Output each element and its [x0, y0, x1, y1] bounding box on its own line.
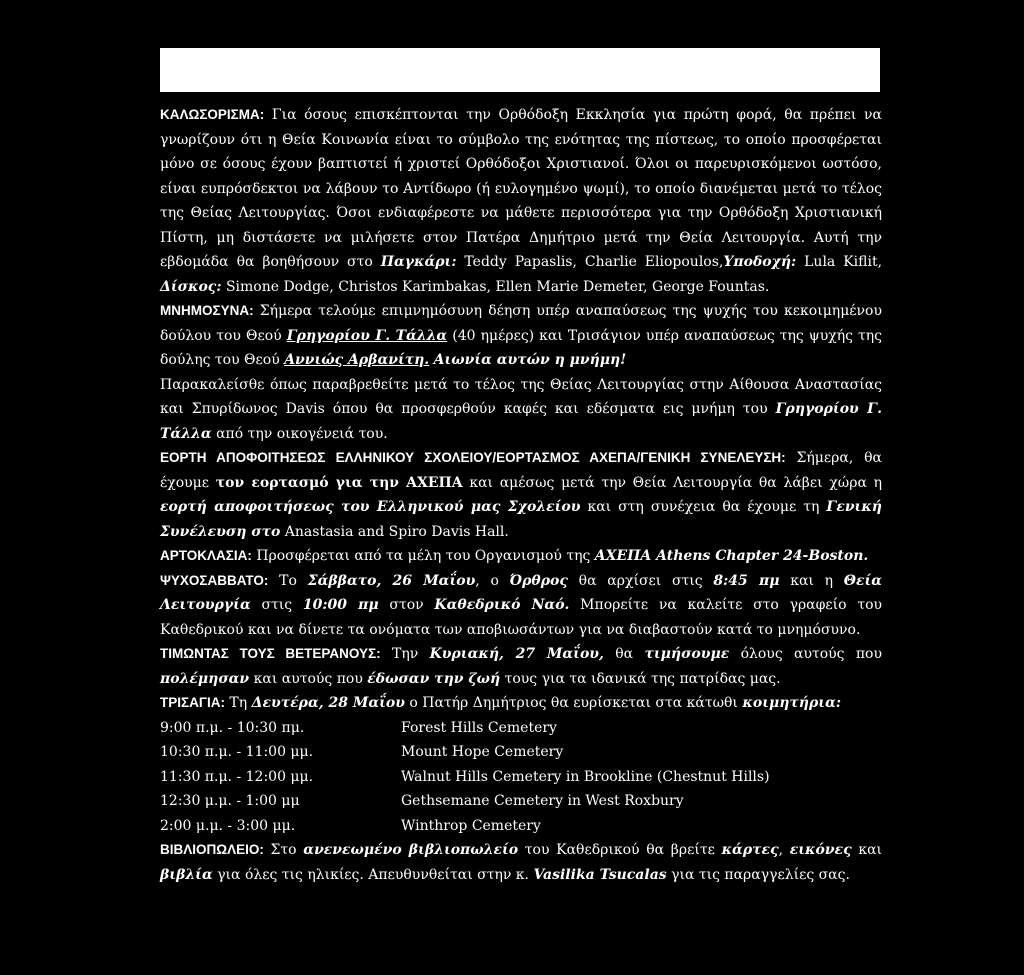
psychosavvato-b1: Σάββατο, 26 Μαΐου	[307, 572, 476, 589]
bookstore-b2: κάρτες	[721, 842, 779, 858]
psychosavvato-b3: 8:45 πμ	[713, 572, 780, 589]
memorial-name-1: Γρηγορίου Γ. Τάλλα	[286, 327, 448, 344]
graduation-text-3: και στη συνέχεια θα έχουμε τη	[587, 499, 820, 515]
bookstore-heading: ΒΙΒΛΙΟΠΩΛΕΙΟ:	[160, 842, 264, 857]
veterans-b4: έδωσαν την ζωή	[367, 670, 501, 687]
psychosavvato-b2: Όρθρος	[509, 572, 568, 589]
graduation-bold-2: εορτή αποφοιτήσεως του Ελληνικού μας Σχολείου	[160, 499, 581, 515]
graduation-text-1: Σήμερα, θα έχουμε	[160, 450, 882, 491]
trisagia-t2: ο Πατήρ Δημήτριος θα ευρίσκεται στα κάτωθι	[409, 695, 738, 711]
trisagia-t1: Τη	[229, 695, 248, 711]
schedule-time: 12:30 μ.μ. - 1:00 μμ	[160, 793, 300, 809]
psychosavvato-t7: Μπορείτε να καλείτε στο γραφείο του Καθεδρικού και να δίνετε τα ονόματα των αποβιωσάντων για να διαβαστούν κατά το μνημόσυνο.	[160, 597, 883, 638]
psychosavvato-t1: Το	[279, 572, 297, 589]
welcome-text: Για όσους επισκέπτονται την Ορθόδοξη Εκκλησία για πρώτη φορά, θα πρέπει να γνωρίζουν ότι η Θεία Κοινωνία είναι το σύμβολο της ενότητας της πίστεως, το οποίο προσφέρεται μόνο σε όσους έχουν βαπτιστεί ή χριστεί Ορθόδοξοι Χριστιανοί. Όλοι οι παρευρισκόμενοι ωστόσο, είναι ευπρόσδεκτοι να λάβουν το Αντίδωρο (ή ευλογημένο ψωμί), το οποίο διανέμεται μετά το τέλος της Θείας Λειτουργίας. Όσοι ενδιαφέρεστε να μάθετε περισσότερα για την Ορθόδοξη Χριστιανική Πίστη, μη διστάσετε να μιλήσετε στον Πατέρα Δημήτριο μετά την Θεία Λειτουργία. Αυτή την εβδομάδα θα βοηθήσουν στο	[160, 107, 882, 270]
veterans-t5: τους για τα ιδανικά της πατρίδας μας.	[504, 670, 781, 687]
bookstore-t2: του Καθεδρικού θα βρείτε	[524, 842, 715, 858]
psychosavvato-t4: και η	[790, 572, 834, 589]
schedule-place: Forest Hills Cemetery	[401, 719, 557, 736]
veterans-b1: Κυριακή, 27 Μαΐου,	[429, 646, 604, 662]
bulletin-content	[160, 103, 882, 887]
bookstore-b3: εικόνες	[789, 842, 852, 858]
bookstore-t3: ,	[778, 842, 784, 858]
header-bar	[160, 48, 880, 92]
psychosavvato-heading: ΨΥΧΟΣΑΒΒΑΤΟ:	[160, 572, 269, 588]
bookstore-b5: Vasilika Tsucalas	[533, 866, 667, 883]
schedule-row	[160, 789, 882, 814]
graduation-heading: ΕΟΡΤΗ ΑΠΟΦΟΙΤΗΣΕΩΣ ΕΛΛΗΝΙΚΟΥ ΣΧΟΛΕΙΟΥ/ΕΟΡΤΑΣΜΟΣ ΑΧΕΠΑ/ΓΕΝΙΚΗ ΣΥΝΕΛΕΥΣΗ:	[160, 450, 786, 465]
reception-end: από την οικογένειά του.	[216, 425, 388, 442]
psychosavvato-b4: Θεία Λειτουργία	[160, 572, 883, 613]
diskos-names: Simone Dodge, Christos Karimbakas, Ellen Marie Demeter, George Fountas.	[225, 278, 770, 295]
psychosavvato-b5: 10:00 πμ	[302, 597, 379, 613]
psychosavvato-b6: Καθεδρικό Ναό.	[434, 597, 570, 613]
bookstore-t6: για τις παραγγελίες σας.	[671, 866, 850, 883]
reception-name: Γρηγορίου Γ. Τάλλα	[160, 401, 882, 442]
veterans-t3: όλους αυτούς που	[740, 646, 882, 662]
veterans-heading: ΤΙΜΩΝΤΑΣ ΤΟΥΣ ΒΕΤΕΡΑΝΟΥΣ:	[160, 646, 381, 661]
psychosavvato-paragraph	[160, 569, 882, 643]
artoklasia-heading: ΑΡΤΟΚΛΑΣΙΑ:	[160, 548, 252, 563]
schedule-place: Winthrop Cemetery	[401, 817, 541, 834]
veterans-b3: πολέμησαν	[160, 670, 250, 687]
bookstore-paragraph	[160, 838, 882, 887]
trisagia-heading: ΤΡΙΣΑΓΙΑ:	[160, 695, 225, 710]
trisagia-b1: Δευτέρα, 28 Μαΐου	[251, 695, 405, 711]
memorial-heading: ΜΝΗΜΟΣΥΝΑ:	[160, 303, 254, 318]
memorial-text-2: (40 ημέρες) και Τρισάγιον υπέρ αναπαύσεως της ψυχής της δούλης του Θεού	[160, 327, 883, 368]
veterans-t2: θα	[615, 646, 634, 662]
schedule-time: 9:00 π.μ. - 10:30 πμ.	[160, 719, 305, 736]
schedule-place: Mount Hope Cemetery	[401, 744, 564, 760]
psychosavvato-t5: στις	[261, 597, 293, 613]
reception-paragraph	[160, 373, 882, 447]
artoklasia-bold: ΑΧΕΠΑ Athens Chapter 24-Boston.	[594, 548, 869, 564]
psychosavvato-t6: στον	[389, 597, 424, 613]
psychosavvato-t2: , ο	[475, 572, 499, 589]
graduation-paragraph	[160, 446, 882, 544]
schedule-time: 2:00 μ.μ. - 3:00 μμ.	[160, 817, 296, 834]
ypodochi-names: Lula Kiflit,	[804, 254, 883, 270]
pangari-label: Παγκάρι:	[380, 254, 457, 270]
graduation-text-4: Anastasia and Spiro Davis Hall.	[284, 523, 509, 540]
bookstore-b1: ανενεωμένο βιβλιοπωλείο	[303, 842, 519, 858]
memorial-text: Σήμερα τελούμε επιμνημόσυνη δέηση υπέρ αναπαύσεως της ψυχής του κεκοιμημένου δούλου του Θεού	[160, 303, 882, 344]
schedule-row	[160, 814, 882, 839]
schedule-time: 11:30 π.μ. - 12:00 μμ.	[160, 768, 314, 785]
graduation-bold-3: Γενική Συνέλευση στο	[160, 499, 882, 540]
graduation-text-2: και αμέσως μετά την Θεία Λειτουργία θα λάβει χώρα η	[469, 474, 883, 491]
schedule-place: Walnut Hills Cemetery in Brookline (Chestnut Hills)	[401, 768, 770, 785]
welcome-heading: ΚΑΛΩΣΟΡΙΣΜΑ:	[160, 107, 265, 122]
artoklasia-paragraph	[160, 544, 882, 569]
memorial-paragraph	[160, 299, 882, 373]
diskos-label: Δίσκος:	[160, 278, 222, 295]
veterans-t4: και αυτούς που	[253, 670, 363, 687]
trisagia-b2: κοιμητήρια:	[742, 695, 842, 711]
veterans-t1: Την	[392, 646, 419, 662]
ypodochi-label: Υποδοχή:	[723, 254, 797, 270]
schedule-place: Gethsemane Cemetery in West Roxbury	[401, 793, 684, 809]
bookstore-b4: βιβλία	[160, 866, 213, 883]
veterans-paragraph	[160, 642, 882, 691]
memorial-closing: Αιωνία αυτών η μνήμη!	[433, 352, 627, 368]
bookstore-t5: για όλες τις ηλικίες. Απευθυνθείται στην κ.	[217, 866, 529, 883]
graduation-bold-1: τον εορτασμό για την ΑΧΕΠΑ	[215, 474, 463, 491]
welcome-paragraph	[160, 103, 882, 299]
trisagia-paragraph	[160, 691, 882, 716]
cemetery-schedule	[160, 716, 882, 839]
schedule-row	[160, 740, 882, 765]
veterans-b2: τιμήσουμε	[644, 646, 730, 662]
bookstore-t4: και	[858, 842, 883, 858]
pangari-names: Teddy Papaslis, Charlie Eliopoulos,	[464, 254, 724, 270]
psychosavvato-t3: θα αρχίσει στις	[578, 572, 703, 589]
schedule-row	[160, 716, 882, 741]
artoklasia-text: Προσφέρεται από τα μέλη του Οργανισμού της	[256, 548, 591, 564]
schedule-time: 10:30 π.μ. - 11:00 μμ.	[160, 744, 314, 760]
schedule-row	[160, 765, 882, 790]
memorial-name-2: Αννιώς Αρβανίτη.	[284, 352, 430, 368]
reception-text: Παρακαλείσθε όπως παραβρεθείτε μετά το τέλος της Θείας Λειτουργίας στην Αίθουσα Αναστασίας και Σπυρίδωνος Davis όπου θα προσφερθούν καφές και εδέσματα εις μνήμη του	[160, 376, 882, 417]
bookstore-t1: Στο	[270, 842, 297, 858]
